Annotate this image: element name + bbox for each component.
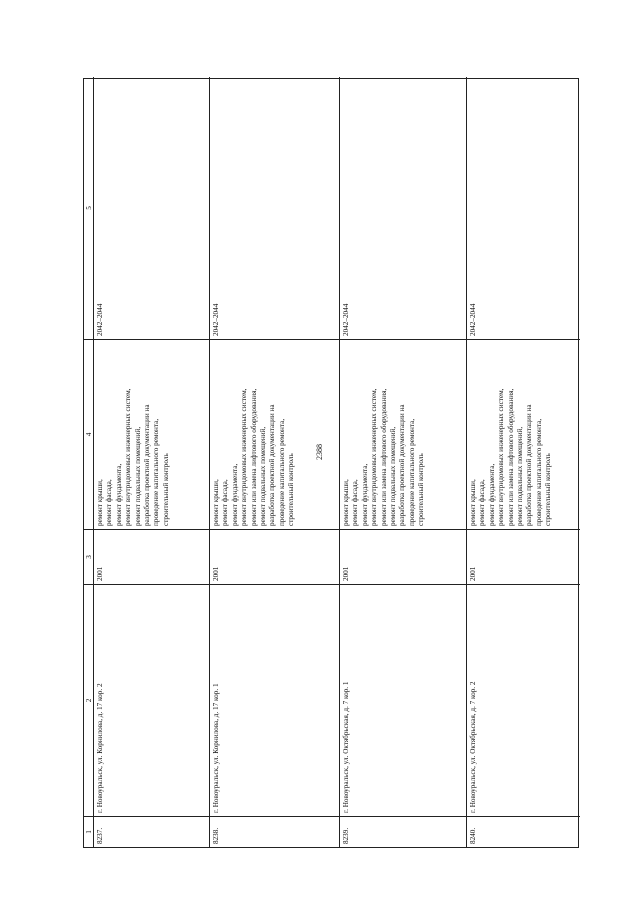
- row-year: 2001: [94, 530, 209, 585]
- row-address: г. Новоуральск, ул. Корнилова, д. 17 кор. 1: [210, 585, 339, 817]
- work-item: ремонт крыши,: [469, 479, 477, 526]
- work-item: ремонт фундамента,: [114, 463, 123, 526]
- work-item: ремонт крыши,: [342, 479, 350, 526]
- work-item: ремонт внутридомовых инженерных систем,: [370, 388, 379, 526]
- row-address: г. Новоуральск, ул. Октябрьская, д. 7 кор. 2: [467, 585, 580, 817]
- work-item: ремонт или замена лифтового оборудования,: [379, 388, 388, 526]
- work-item: ремонт подвальных помещений,: [389, 426, 398, 526]
- header-col-4: 4: [84, 340, 93, 530]
- work-item: ремонт подвальных помещений,: [259, 426, 268, 526]
- work-item: строительный контроль: [287, 453, 296, 526]
- table-row: [93, 77, 209, 847]
- row-works: [210, 340, 339, 530]
- table-grid: [83, 78, 579, 848]
- row-year: 2001: [467, 530, 580, 585]
- work-item: ремонт фундамента,: [487, 463, 496, 526]
- work-item: строительный контроль: [417, 453, 426, 526]
- work-item: ремонт или замена лифтового оборудования,: [506, 388, 515, 526]
- work-item: проведение капитального ремонта,: [407, 418, 416, 526]
- header-col-1: 1: [85, 830, 93, 834]
- table-row: [466, 77, 580, 847]
- page-number: 2388: [315, 444, 324, 460]
- row-number: 8237.: [96, 827, 104, 844]
- header-col-2: 2: [84, 585, 93, 817]
- work-item: ремонт внутридомовых инженерных систем,: [240, 388, 249, 526]
- capital-repair-table: [83, 78, 579, 848]
- work-item: ремонт фасада,: [351, 479, 360, 526]
- work-item: разработка проектной документации на: [525, 404, 534, 526]
- work-item: ремонт внутридомовых инженерных систем,: [124, 388, 133, 526]
- table-row: [209, 77, 339, 847]
- row-number: 8238.: [212, 827, 220, 844]
- work-item: ремонт подвальных помещений,: [516, 426, 525, 526]
- row-address: г. Новоуральск, ул. Октябрьская, д. 7 кор. 1: [340, 585, 466, 817]
- work-item: ремонт подвальных помещений,: [133, 426, 142, 526]
- work-item: разработка проектной документации на: [268, 404, 277, 526]
- row-number: 8240.: [469, 827, 477, 844]
- row-period: 2042–2044: [467, 77, 580, 340]
- row-works: [340, 340, 466, 530]
- work-item: проведение капитального ремонта,: [277, 418, 286, 526]
- row-works: [467, 340, 580, 530]
- work-item: строительный контроль: [161, 453, 170, 526]
- work-item: разработка проектной документации на: [398, 404, 407, 526]
- row-year: 2001: [340, 530, 466, 585]
- work-item: строительный контроль: [544, 453, 553, 526]
- work-item: ремонт фасада,: [221, 479, 230, 526]
- row-number: 8239.: [342, 827, 350, 844]
- work-item: ремонт крыши,: [96, 479, 104, 526]
- row-period: 2042–2044: [340, 77, 466, 340]
- work-item: проведение капитального ремонта,: [152, 418, 161, 526]
- work-item: ремонт или замена лифтового оборудования,: [249, 388, 258, 526]
- work-item: ремонт фасада,: [105, 479, 114, 526]
- header-col-5: 5: [84, 77, 93, 340]
- row-year: 2001: [210, 530, 339, 585]
- row-works: [94, 340, 209, 530]
- work-item: ремонт фасада,: [478, 479, 487, 526]
- table-header-row: [84, 77, 93, 847]
- work-item: проведение капитального ремонта,: [534, 418, 543, 526]
- row-period: 2042–2044: [94, 77, 209, 340]
- row-period: 2042–2044: [210, 77, 339, 340]
- work-item: ремонт фундамента,: [230, 463, 239, 526]
- work-item: ремонт внутридомовых инженерных систем,: [497, 388, 506, 526]
- row-address: г. Новоуральск, ул. Корнилова, д. 17 кор. 2: [94, 585, 209, 817]
- table-row: [339, 77, 466, 847]
- work-item: ремонт крыши,: [212, 479, 220, 526]
- work-item: разработка проектной документации на: [143, 404, 152, 526]
- work-item: ремонт фундамента,: [360, 463, 369, 526]
- header-col-3: 3: [84, 530, 93, 585]
